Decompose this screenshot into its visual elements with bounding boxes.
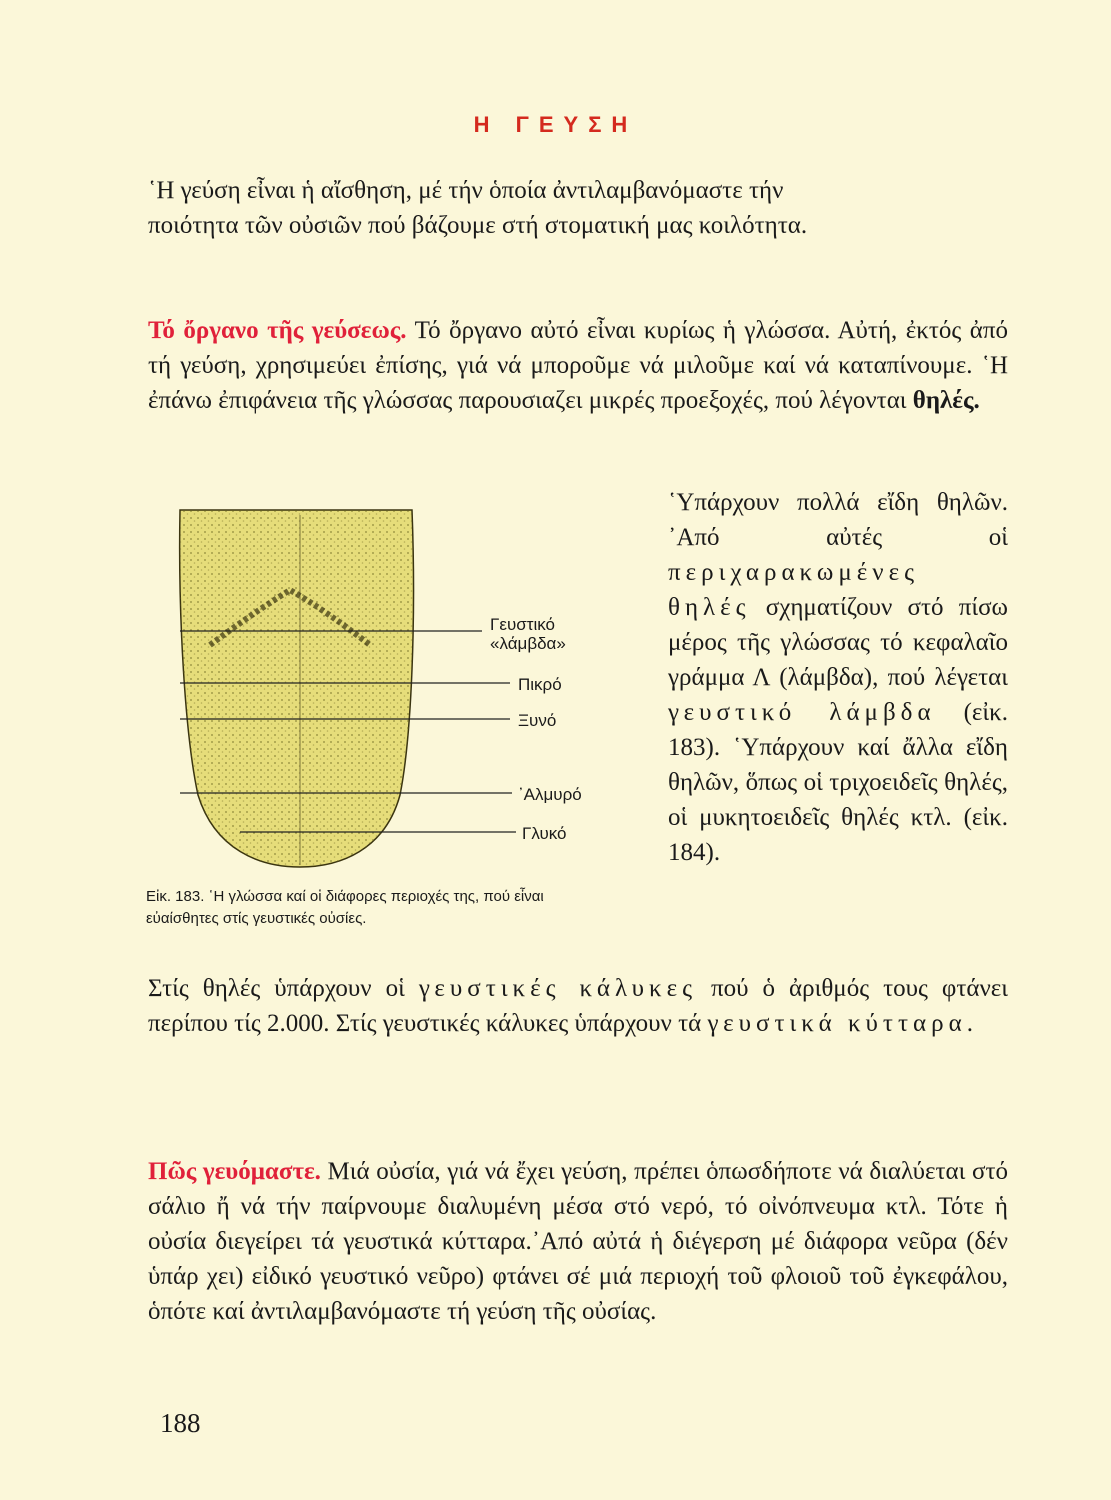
papillae-term: θηλές. bbox=[912, 387, 980, 414]
figure-caption: Εἰκ. 183. ῾Η γλώσσα καί οἱ διάφορες περιοχές της, πού εἶναι εὐαίσθητες στίς γευστικές οὐσίες. bbox=[146, 888, 544, 927]
label-taste-lambda bbox=[490, 615, 566, 653]
intro-line-2: ποιότητα τῶν οὐσιῶν πού βάζουμε στή στοματική μας κοιλότητα. bbox=[148, 212, 808, 239]
taste-heading: Πῶς γευόμαστε. bbox=[148, 1158, 321, 1185]
organ-heading: Τό ὄργανο τῆς γεύσεως. bbox=[148, 317, 407, 344]
papillae-spaced-2: γευστικό λάμβδα bbox=[668, 699, 936, 726]
papillae-text-2: σχηματίζουν στό πίσω μέρος τῆς γλώσσας τό κεφαλαῖο γράμμα Λ (λάμβδα), πού λέγεται bbox=[668, 594, 1008, 691]
label-salty: ᾿Αλμυρό bbox=[518, 785, 582, 804]
papillae-paragraph bbox=[668, 485, 1008, 870]
papillae-spaced-1: περιχαρακωμένες θηλές bbox=[668, 559, 919, 621]
taste-text: Μιά οὐσία, γιά νά ἔχει γεύση, πρέπει ὁπωσδήποτε νά διαλύεται στό σάλιο ἤ νά τήν παίρνουμε διαλυμένη μέσα στό νερό, τό οἰνόπνευμα κτλ. Τότε ἡ οὐσία διεγείρει τά γευστικά κύτταρα.᾿Από αὐτά ἡ διέγερση μέ διάφορα νεῦρα (δέν ὑπάρ χει) εἰδικό γευστικό νεῦρο) φτάνει σέ μιά περιοχή τοῦ φλοιοῦ τοῦ ἐγκεφάλου, ὁπότε καί ἀντιλαμβανόμαστε τή γεύση τῆς οὐσίας. bbox=[148, 1158, 1009, 1325]
label-sour: Ξυνό bbox=[518, 711, 557, 730]
intro-line-1: ῾Η γεύση εἶναι ἡ αἴσθηση, μέ τήν ὁποία ἀντιλαμβανόμαστε τήν bbox=[148, 177, 784, 204]
how-we-taste-paragraph bbox=[148, 1154, 1008, 1329]
page-number: 188 bbox=[160, 1408, 201, 1438]
taste-buds-paragraph bbox=[148, 971, 1008, 1041]
label-lambda-line-1: Γευστικό bbox=[490, 615, 555, 634]
papillae-text-3: (εἰκ. 183). ῾Υπάρχουν καί ἄλλα εἴδη θηλῶν, ὅπως οἱ τριχοειδεῖς θηλές, οἱ μυκητοειδεῖς θηλές κτλ. (εἰκ. 184). bbox=[668, 699, 1009, 866]
label-lambda-line-2: «λάμβδα» bbox=[490, 634, 566, 653]
buds-text-1: Στίς θηλές ὑπάρχουν οἱ bbox=[148, 975, 405, 1002]
buds-spaced-1: γευστικές κάλυκες bbox=[418, 975, 698, 1002]
label-sweet: Γλυκό bbox=[522, 824, 567, 843]
organ-paragraph bbox=[148, 313, 1008, 418]
organ-text: Τό ὄργανο αὐτό εἶναι κυρίως ἡ γλώσσα. Αὐτή, ἐκτός ἀπό τή γεύση, χρησιμεύει ἐπίσης, γιά νά μποροῦμε νά μιλοῦμε καί νά καταπίνουμε. ῾Η ἐπάνω ἐπιφάνεια τῆς γλώσσας παρουσιαζει μικρές προεξοχές, πού λέγονται bbox=[148, 317, 1008, 414]
intro-paragraph bbox=[148, 173, 1008, 243]
page-title: Η ΓΕΥΣΗ bbox=[473, 112, 638, 137]
papillae-text-1: ῾Υπάρχουν πολλά εἴδη θηλῶν. ᾿Από αὐτές οἱ bbox=[668, 489, 1008, 551]
tongue-figure bbox=[140, 495, 610, 875]
buds-text-2: πού ὁ ἀριθμός τους φτάνει περίπου τίς 2.000. Στίς γευστικές κάλυκες ὑπάρχουν τά bbox=[148, 975, 1008, 1037]
label-bitter: Πικρό bbox=[518, 675, 562, 694]
buds-spaced-2: γευστικά κύτταρα. bbox=[707, 1010, 978, 1037]
